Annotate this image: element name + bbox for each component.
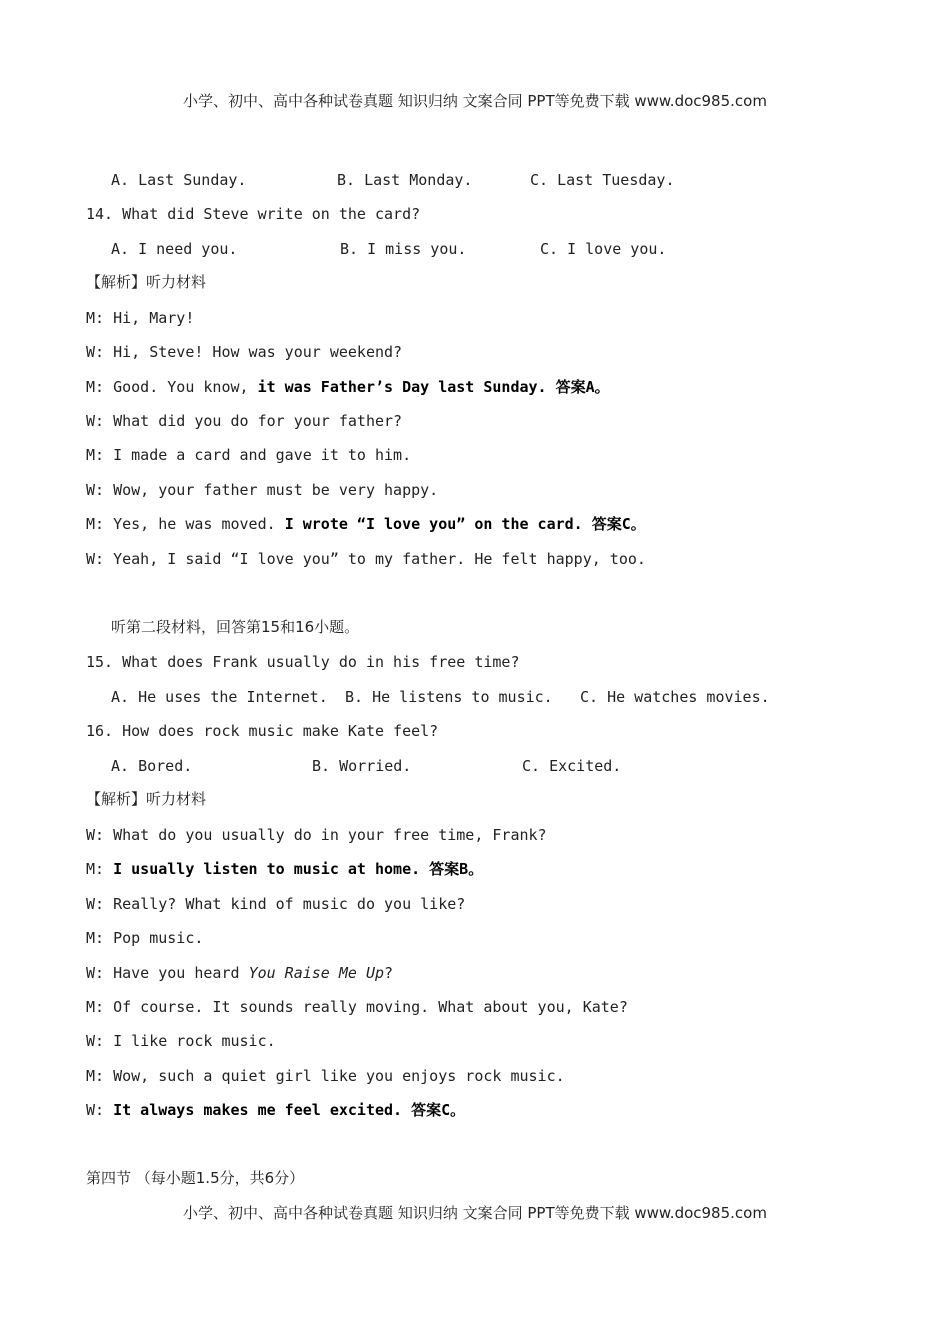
dialog-line: W: Really? What kind of music do you like? [86, 895, 466, 913]
page-header: 小学、初中、高中各种试卷真题 知识归纳 文案合同 PPT等免费下载 www.doc985.com [183, 92, 767, 110]
q16-option-b: B. Worried. [312, 757, 412, 775]
q14-option-b: B. I miss you. [340, 240, 467, 258]
dialog-line: M: I usually listen to music at home. 答案B。 [86, 860, 484, 878]
answer-highlight: I usually listen to music at home. 答案B。 [113, 860, 484, 878]
song-title: You Raise Me Up [248, 964, 385, 982]
q15-option-a: A. He uses the Internet. [111, 688, 328, 706]
section-instruction: 听第二段材料，回答第15和16小题。 [111, 618, 360, 636]
q13-option-c: C. Last Tuesday. [530, 171, 675, 189]
dialog-line: M: Good. You know, it was Father’s Day last Sunday. 答案A。 [86, 378, 610, 396]
analysis-label: 【解析】听力材料 [86, 273, 207, 291]
dialog-line: W: Wow, your father must be very happy. [86, 481, 439, 499]
dialog-line: W: Yeah, I said “I love you” to my father. He felt happy, too. [86, 550, 646, 568]
dialog-line: M: Pop music. [86, 929, 204, 947]
dialog-line: W: What do you usually do in your free time, Frank? [86, 826, 547, 844]
answer-highlight: it was Father’s Day last Sunday. 答案A。 [257, 378, 610, 396]
q16-option-a: A. Bored. [111, 757, 193, 775]
answer-highlight: I wrote “I love you” on the card. 答案C。 [284, 515, 646, 533]
dialog-line: M: I made a card and gave it to him. [86, 446, 412, 464]
dialog-line: W: I like rock music. [86, 1032, 276, 1050]
dialog-line: M: Hi, Mary! [86, 309, 195, 327]
q15-option-b: B. He listens to music. [345, 688, 553, 706]
q15-option-c: C. He watches movies. [580, 688, 770, 706]
answer-highlight: It always makes me feel excited. 答案C。 [113, 1101, 466, 1119]
dialog-line: W: Hi, Steve! How was your weekend? [86, 343, 403, 361]
q14-option-a: A. I need you. [111, 240, 238, 258]
q13-option-a: A. Last Sunday. [111, 171, 247, 189]
page-footer: 小学、初中、高中各种试卷真题 知识归纳 文案合同 PPT等免费下载 www.doc985.com [183, 1204, 767, 1222]
dialog-line: W: It always makes me feel excited. 答案C。 [86, 1101, 466, 1119]
dialog-line: W: Have you heard You Raise Me Up? [86, 964, 394, 982]
q16-question: 16. How does rock music make Kate feel? [86, 722, 439, 740]
q14-option-c: C. I love you. [540, 240, 667, 258]
dialog-line: M: Wow, such a quiet girl like you enjoys rock music. [86, 1067, 565, 1085]
section-title: 第四节 （每小题1.5分，共6分） [86, 1169, 305, 1187]
dialog-line: W: What did you do for your father? [86, 412, 403, 430]
dialog-line: M: Of course. It sounds really moving. What about you, Kate? [86, 998, 628, 1016]
q16-option-c: C. Excited. [522, 757, 622, 775]
q15-question: 15. What does Frank usually do in his free time? [86, 653, 520, 671]
analysis-label: 【解析】听力材料 [86, 790, 207, 808]
q14-question: 14. What did Steve write on the card? [86, 205, 421, 223]
dialog-line: M: Yes, he was moved. I wrote “I love you” on the card. 答案C。 [86, 515, 646, 533]
q13-option-b: B. Last Monday. [337, 171, 473, 189]
